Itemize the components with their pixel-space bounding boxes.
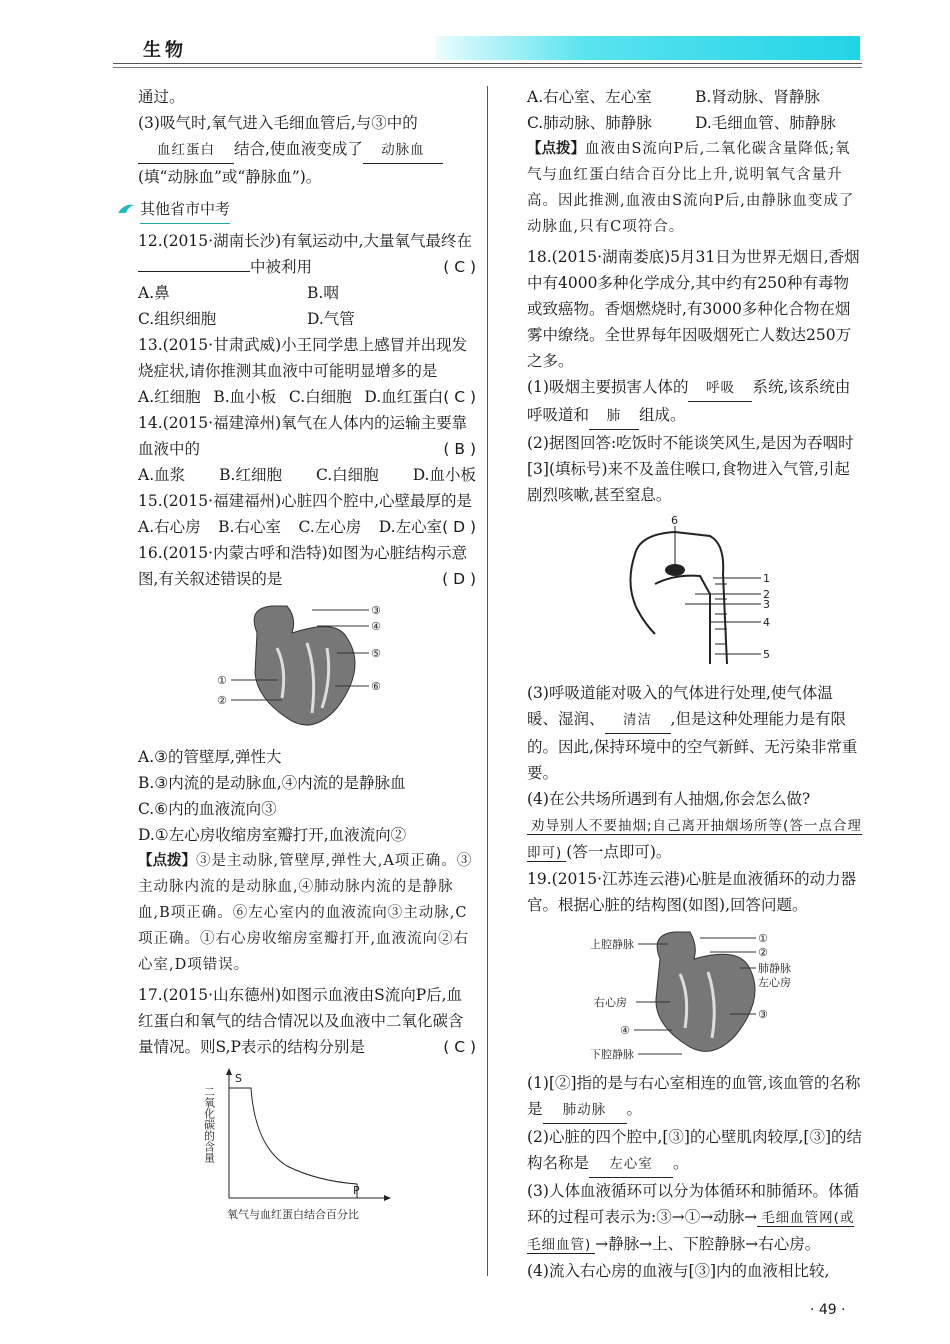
answer-blank: 血红蛋白 [138,137,234,164]
q13-options: A.红细胞 B.血小板 C.白细胞 D.血红蛋白 [138,388,444,406]
q16-option-c: C.⑥内的血液流向③ [138,800,277,818]
x-axis-label: 氧气与血红蛋白结合百分比 [227,1208,359,1221]
label-2: 2 [763,588,770,601]
label-superior-vena-cava: 上腔静脉 [590,938,634,951]
q18-part4-answer: 劝导别人不要抽烟;自己离开抽烟场所等(答一点合理即可) (答一点即可)。 [527,818,862,861]
label-1: ① [217,674,227,687]
label-right-atrium: 右心房 [594,996,627,1009]
q13-stem: 13.(2015·甘肃武威)小王同学患上感冒并出现发烧症状,请你推测其血液中可能明显增多的是 [138,336,468,380]
q16-note: 【点拨】③是主动脉,管壁厚,弹性大,A项正确。③主动脉内流的是动脉血,④肺动脉内流的是静脉血,B项正确。⑥左心室内的血液流向③主动脉,C项正确。①右心房收缩房室瓣打开,血液流向②右心室,D项错误。 [138,853,473,973]
header-rule-thin [113,67,862,68]
right-column [527,84,863,1284]
label-4: ④ [371,620,381,633]
column-divider [487,86,488,1276]
label-3: ③ [371,604,381,617]
label-pulmonary-vein: 肺静脉 [758,962,791,975]
q19-stem: 19.(2015·江苏连云港)心脏是血液循环的动力器官。根据心脏的结构图(如图),回答问题。 [527,870,857,914]
label-3: ③ [758,1008,768,1021]
y-axis-label: 二氧化碳的含量 [202,1086,216,1163]
q18-stem: 18.(2015·湖南娄底)5月31日为世界无烟日,香烟中有4000多种化学成分,其中约有250种有毒物或致癌物。香烟燃烧时,有3000多种化合物在烟雾中缭绕。全世界每年因吸烟死亡人数达250万之多。 [527,248,860,370]
q14-options: A.血浆 B.红细胞 C.白细胞 D.血小板 [138,466,476,484]
label-1: ① [758,932,768,945]
q19-part4: (4)流入右心房的血液与[③]内的血液相比较, [527,1262,830,1280]
label-2: ② [217,694,227,707]
respiratory-diagram [615,514,775,674]
answer-blank: 动脉血 [363,137,443,164]
header-decoration-bar [436,36,860,60]
q12-stem: 12.(2015·湖南长沙)有氧运动中,大量氧气最终在中被利用 ( C ) [138,232,476,276]
q11-part3: (3)吸气时,氧气进入毛细血管后,与③中的血红蛋白 结合,使血液变成了 动脉血(填“动脉血”或“静脉血”)。 [138,110,476,190]
label-1: 1 [763,572,770,585]
q14-stem: 14.(2015·福建漳州)氧气在人体内的运输主要靠血液中的 ( B ) [138,414,476,458]
q16-option-d: D.①左心房收缩房室瓣打开,血液流向② [138,826,407,844]
q19-part2: (2)心脏的四个腔中,[③]的心壁肌肉较厚,[③]的结构名称是 左心室 。 [527,1124,863,1178]
point-S-label: S [235,1072,242,1085]
section-heading: 其他省市中考 [116,196,476,224]
q16-stem: 16.(2015·内蒙古呼和浩特)如图为心脏结构示意图,有关叙述错误的是 ( D ) [138,544,476,588]
label-4: 4 [763,616,770,629]
q18-part4: (4)在公共场所遇到有人抽烟,你会怎么做? [527,790,811,808]
label-2: ② [758,946,768,959]
point-P-label: P [353,1184,360,1197]
label-left-atrium: 左心房 [758,976,791,989]
heart-structure-diagram [590,924,800,1064]
q17-stem: 17.(2015·山东德州)如图示血液由S流向P后,血红蛋白和氧气的结合情况以及血液中二氧化碳含量情况。则S,P表示的结构分别是 ( C ) [138,986,476,1056]
q19-part1: (1)[②]指的是与右心室相连的血管,该血管的名称是 肺动脉 。 [527,1070,863,1124]
label-6: 6 [671,514,678,527]
q15-stem: 15.(2015·福建福州)心脏四个腔中,心壁最厚的是 ( D ) [138,492,476,536]
q12-options: A.鼻 B.咽 C.组织细胞 D.气管 [138,284,355,328]
q17-note: 【点拨】血液由S流向P后,二氧化碳含量降低;氧气与血红蛋白结合百分比上升,说明氧气含量升高。因此推测,血液由S流向P后,由静脉血变成了动脉血,只有C项符合。 [527,141,855,235]
q16-option-b: B.③内流的是动脉血,④内流的是静脉血 [138,774,406,792]
q19-part3: (3)人体血液循环可以分为体循环和肺循环。体循环的过程可表示为:③→①→动脉→ 毛细血管网(或毛细血管) →静脉→上、下腔静脉→右心房。 [527,1182,859,1253]
label-5: ⑤ [371,647,381,660]
q16-option-a: A.③的管壁厚,弹性大 [138,748,282,766]
q18-part2: (2)据图回答:吃饭时不能谈笑风生,是因为吞咽时[3](填标号)来不及盖住喉口,食物进入气管,引起剧烈咳嗽,甚至窒息。 [527,434,854,504]
continued-text: 通过。 [138,88,185,106]
label-inferior-vena-cava: 下腔静脉 [590,1048,634,1061]
bird-icon [116,201,136,219]
header-subject: 生物 [143,40,187,61]
q15-options: A.右心房 B.右心室 C.左心房 D.左心室 [138,518,443,536]
label-4: ④ [620,1024,630,1037]
q18-part1: (1)吸烟主要损害人体的 呼吸 系统,该系统由呼吸道和 肺 组成。 [527,374,863,430]
left-column: 通过。 (3)吸气时,氧气进入毛细血管后,与③中的血红蛋白 结合,使血液变成了 动脉血(填“动脉血”或“静脉血”)。 其他省市中考 12.(2015·湖南长沙)有氧运动中,大量氧气最终在中被利用 ( C ) A.鼻 B.咽 C.组织细胞 D.气管 13.(2015·甘肃武威)小王同学患上感冒并出现发烧症状,请你推测其血液中可能明显增多的是 ( C ) A.红细胞 B.血小板 C.白细胞 D.血红蛋白 14.(2015·福建漳州)氧气在人体内的运输主要靠血液中的 ( B ) A.血浆 B.红细胞 C.白细胞 D.血小板 15.(2015·福建福州)心脏四个腔中,心壁最厚的是 ( D ) A.右心房 B.右心室 C.左心房 D.左心室 16.(2015·内蒙古呼和浩特)如图为心脏结构示意图,有关叙述错误的是 ( D ) ③ ④ ⑤ ⑥ ① ② A.③的管壁厚,弹性大 B.③内流的是动脉血,④内流的是静脉血 C.⑥内的血液流向③ D.①左心房收缩房室瓣打开,血液流向② 【点拨】③是主动脉,管壁厚,弹性大,A项正确。③主动脉内流的是动脉血,④肺动脉内流的是静脉血,B项正确。⑥左心室内的血液流向③主动脉,C项正确。①右心房收缩房室瓣打开,血液流向②右心室,D项错误。 17.(2015·山东德州)如图示血液由S流向P后,血红蛋白和氧气的结合情况以及血液中二氧化碳含量情况。则S,P表示的结构分别是 ( C ) 二氧化碳的含量 S P 氧气与血红蛋白结合百分比 [138,84,476,1232]
label-3: 3 [763,598,770,611]
q18-part3: (3)呼吸道能对吸入的气体进行处理,使气体温暖、湿润、 清洁 ,但是这种处理能力是有限的。因此,保持环境中的空气新鲜、无污染非常重要。 [527,684,858,782]
page-number: · 49 · [810,1302,846,1318]
label-6: ⑥ [371,680,381,693]
label-5: 5 [763,648,770,661]
q17-options: A.右心室、左心室 B.肾动脉、肾静脉 C.肺动脉、肺静脉 D.毛细血管、肺静脉 [527,88,836,132]
co2-curve-diagram [202,1066,407,1226]
heart-diagram [217,598,397,738]
header-rule [113,63,862,64]
